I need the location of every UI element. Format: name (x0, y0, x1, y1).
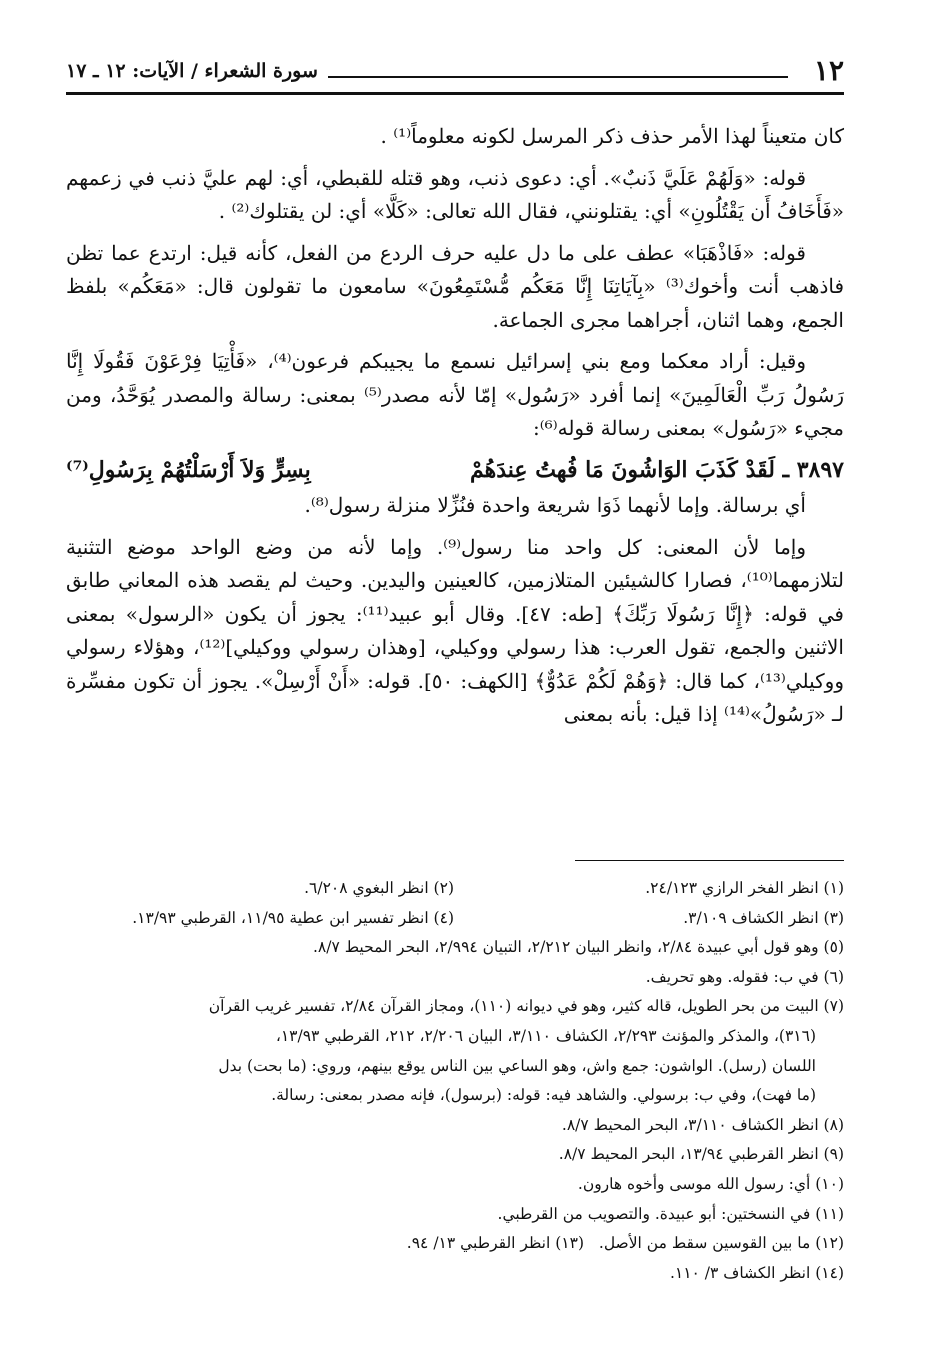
header-rule (328, 76, 788, 78)
footnote-8: (٨) انظر الكشاف ٣/١١٠، البحر المحيط ٨/٧. (561, 1115, 844, 1134)
footnote-3: (٣) انظر الكشاف ٣/١٠٩. (683, 908, 844, 927)
footnote-7-line-1: (٧) البيت من بحر الطويل، قاله كثير، وهو في ديوانه (١١٠)، ومجاز القرآن ٢/٨٤، تفسير غريب القرآن (208, 997, 844, 1016)
footnote-7-line-4: (ما فهت)، وفي ب: برسولي. والشاهد فيه: قوله: (برسول)، فإنه مصدر بمعنى: رسالة. (271, 1086, 816, 1105)
paragraph-2: قوله: «وَلَهُمْ عَلَيَّ ذَنبٌ». أي: دعوى ذنب، وهو قتله للقبطي، أي: لهم عليَّ ذنب في زعمهم «فَأَخَافُ أَن يَقْتُلُونِ» أي: يقتلونني، فقال الله تعالى: «كَلَّا» أي: لن يقتلوك⁽²⁾ . (66, 165, 844, 223)
footnote-7-line-2: (٣١٦)، والمذكر والمؤنث ٢/٢٩٣، الكشاف ٣/١١٠، البيان ٢/٢٠٦، ٢١٢، القرطبي ١٣/٩٣، (275, 1026, 816, 1045)
running-title: سورة الشعراء / الآيات: ١٢ ـ ١٧ (66, 60, 318, 82)
footnote-row (66, 1229, 844, 1259)
paragraph-6: وإما لأن المعنى: كل واحد منا رسول⁽⁹⁾. وإما لأنه من وضع الواحد موضع التثنية لتلازمهما⁽¹⁰⁾، فصارا كالشيئين المتلازمين، كالعينين واليدين. وحيث لم يقصد هذه المعاني طابق في قوله: ﴿إِنَّا رَسُولَا رَبِّكَ﴾ [طه: ٤٧]. وقال أبو عبيد⁽¹¹⁾: يجوز أن يكون «الرسول» بمعنى الاثنين والجمع، تقول العرب: هذا رسولي ووكيلي، [وهذان رسولي ووكيلي]⁽¹²⁾، وهؤلاء رسولي ووكيلي⁽¹³⁾، كما قال: ﴿وَهُمْ لَكُمْ عَدُوٌّ﴾ [الكهف: ٥٠]. قوله: «أَنْ أَرْسِلْ». يجوز أن تكون مفسِّرة لـ «رَسُولُ»⁽¹⁴⁾ إذا قيل: بأنه بمعنى (66, 534, 844, 726)
footnote-10: (١٠) أي: رسول الله موسى وأخوه هارون. (577, 1174, 844, 1193)
footnote-1: (١) انظر الفخر الرازي ٢٤/١٢٣. (645, 879, 844, 897)
page-header (66, 52, 844, 95)
verse-first-text: لَقَدْ كَذَبَ الوَاشُونَ مَا فُهتُ عِندَهُمْ (469, 456, 775, 483)
footnote-7-line-3: اللسان (رسل). الواشون: جمع واش، وهو الساعي بين الناس يوقع بينهم، وروي: (ما بحت) بدل (218, 1056, 816, 1075)
footnote-9: (٩) انظر القرطبي ١٣/٩٤، البحر المحيط ٨/٧. (558, 1145, 844, 1164)
footnote-12: (١٢) ما بين القوسين سقط من الأصل. (598, 1234, 844, 1253)
footnote-row (66, 874, 844, 904)
footnote-separator (575, 860, 844, 861)
verse-first-hemistich (470, 454, 844, 488)
main-text (66, 120, 844, 740)
paragraph-3: قوله: «فَاذْهَبَا» عطف على ما دل عليه حرف الردع من الفعل، كأنه قيل: ارتدع عما تظن فاذهب أنت وأخوك⁽³⁾ «بِآيَاتِنَا إِنَّا مَعَكُم مُّسْتَمِعُونَ» سامعون ما تقولون قال: «مَعَكُم» بلفظ الجمع، وهما اثنان، أجراهما مجرى الجماعة. (66, 240, 844, 332)
footnote-13: (١٣) انظر القرطبي ١٣/ ٩٤. (406, 1234, 584, 1253)
footnote-5: (٥) وهو قول أبي عبيدة ٢/٨٤، وانظر البيان ٢/٢١٢، التبيان ٢/٩٩٤، البحر المحيط ٨/٧. (312, 938, 844, 957)
footnote-14: (١٤) انظر الكشاف ٣/ ١١٠. (669, 1263, 844, 1282)
verse-second-hemistich: بِسِرٍّ وَلاَ أَرْسَلْتُهُمْ بِرَسُولِ⁽⁷⁾ (66, 456, 311, 483)
paragraph-1: كان متعيناً لهذا الأمر حذف ذكر المرسل لكونه معلوماً⁽¹⁾ . (380, 124, 844, 148)
footnote-2: (٢) انظر البغوي ٦/٢٠٨. (304, 879, 454, 897)
footnote-11: (١١) في النسختين: أبو عبيدة. والتصويب من القرطبي. (497, 1204, 844, 1223)
paragraph-5: أي برسالة. وإما لأنهما ذَوَا شريعة واحدة فنُزِّلا منزلة رسول⁽⁸⁾. (304, 493, 806, 517)
footnote-row (66, 904, 844, 934)
footnotes (66, 874, 844, 1288)
footnote-6: (٦) في ب: فقوله. وهو تحريف. (645, 967, 844, 986)
footnote-4: (٤) انظر تفسير ابن عطية ١١/٩٥، القرطبي ١٣/٩٣. (132, 908, 454, 927)
page-number: ١٢ (813, 54, 844, 87)
paragraph-4: وقيل: أراد معكما ومع بني إسرائيل نسمع ما يجيبكم فرعون⁽⁴⁾، «فَأْتِيَا فِرْعَوْنَ فَقُولَا إِنَّا رَسُولُ رَبِّ الْعَالَمِينَ» إنما أفرد «رَسُول» إمّا لأنه مصدر⁽⁵⁾ بمعنى: رسالة والمصدر يُوَحَّدُ، ومن مجيء «رَسُول» بمعنى رسالة قوله⁽⁶⁾: (66, 349, 844, 440)
verse-number: ٣٨٩٧ ـ (782, 456, 844, 483)
poem-verse (66, 454, 844, 488)
